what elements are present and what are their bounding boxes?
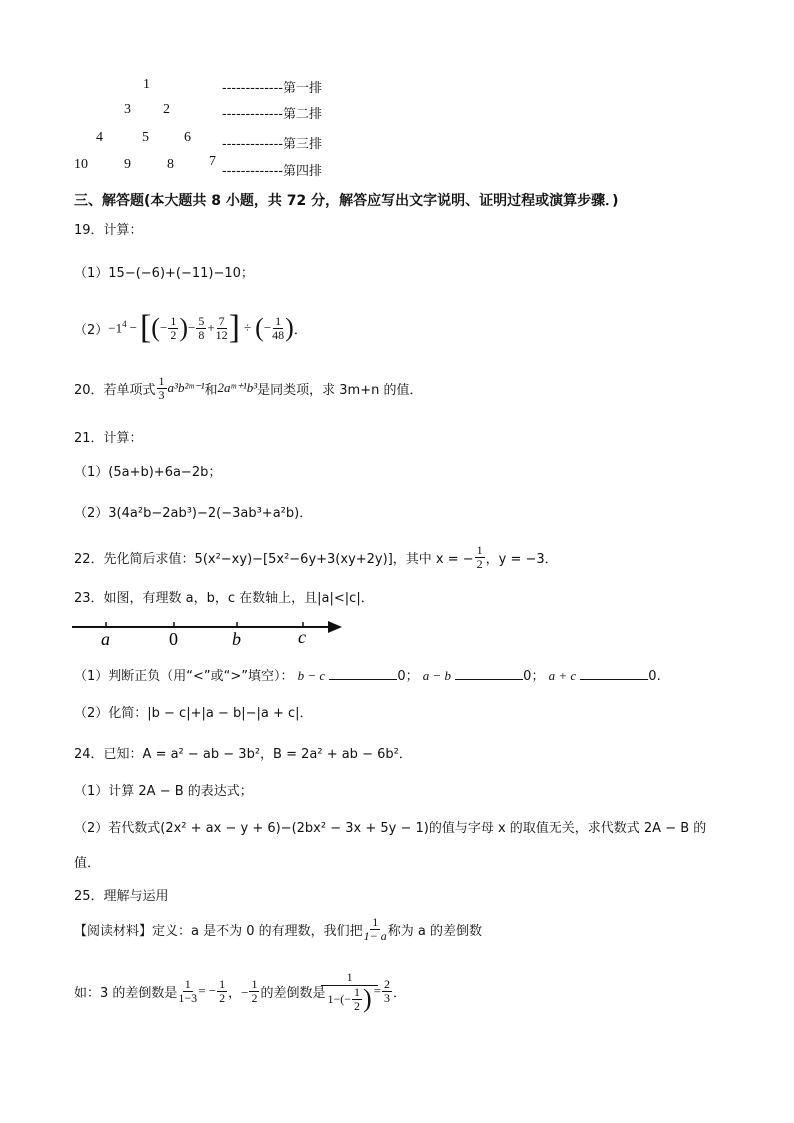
frac-1-2: $\frac{1}{2}$ (170, 313, 177, 342)
tri-num: 8 (167, 157, 174, 172)
answer-blank-3[interactable] (580, 669, 648, 680)
expr-b-minus-c: b − c (297, 668, 326, 683)
q20-suffix: 是同类项，求 3m+n 的值． (257, 382, 423, 398)
q21-part1: （1）(5a+b)+6a−2b； (74, 465, 222, 480)
q19-part1: （1）15−(−6)+(−11)−10； (74, 266, 254, 281)
paren-close: ) (285, 313, 294, 342)
tri-num: 5 (142, 130, 149, 145)
q23-p1-intro: （1）判断正负（用“<”或“>”填空）： (74, 669, 294, 684)
bracket-close: ] (228, 309, 240, 346)
axis-label: 0 (169, 629, 178, 649)
eq-minus: = − (198, 983, 217, 998)
row-label-3: -------------第三排 (222, 137, 322, 152)
tri-num: 9 (124, 157, 131, 172)
row-label-4: -------------第四排 (222, 164, 322, 179)
q24-part2-tail: 值． (74, 856, 101, 871)
period: ． (393, 985, 407, 1001)
number-line (70, 615, 350, 649)
axis-label: c (298, 627, 306, 647)
tri-num: 3 (124, 102, 131, 117)
bracket-open: [ (139, 309, 152, 346)
nested-num: 1 (321, 970, 377, 986)
q20 (74, 368, 422, 408)
divide: ÷ (244, 320, 252, 335)
frac-1-2: $\frac{1}{2}$ (251, 976, 258, 1005)
paren-close: ) (179, 313, 188, 342)
def-prefix: 【阅读材料】定义：a 是不为 0 的有理数，我们把 (74, 923, 363, 939)
row-label-1: -------------第一排 (222, 81, 322, 96)
def-suffix: 称为 a 的差倒数 (387, 923, 482, 939)
monomial-2: 2aᵐ⁺¹b³ (217, 380, 258, 395)
tri-num: 4 (96, 130, 103, 145)
q24-stem: 24．已知：A = a² − ab − 3b²，B = 2a² + ab − 6b²． (74, 747, 412, 762)
frac-1-48: $\frac{1}{48}$ (272, 313, 285, 342)
q22 (74, 537, 558, 577)
zero: 0 (648, 669, 657, 684)
ex-prefix: 如：3 的差倒数是 (74, 985, 178, 1001)
tri-num: 2 (163, 102, 170, 117)
eq: = (373, 983, 382, 998)
frac-1-2: $\frac{1}{2}$ (354, 984, 360, 1013)
frac-7-12: $\frac{7}{12}$ (215, 313, 228, 342)
frac-1-over-1-minus-a: $\frac{1}{1- a}$ (363, 914, 387, 943)
tri-num: 6 (184, 130, 191, 145)
q23-stem: 23．如图，有理数 a，b，c 在数轴上，且|a|<|c|． (74, 591, 374, 606)
paren-open: ( (255, 313, 264, 342)
q21-stem: 21．计算： (74, 431, 143, 446)
answer-blank-2[interactable] (455, 669, 523, 680)
frac-5-8: $\frac{5}{8}$ (198, 313, 205, 342)
q19-power: $-1^4$ (108, 319, 127, 336)
q21-part2: （2）3(4a²b−2ab³)−2(−3ab³+a²b)． (74, 506, 313, 521)
monomial-1: a³b²ᵐ⁻¹ (167, 380, 205, 395)
minus: − (129, 320, 137, 335)
q19-part2: （2） $-1^4$ − [ ( − $\frac{1}{2}$ ) − $\frac{5}{8}$ + $\frac{7}{12}$ ] ÷ ( − $\frac{1}{48}$ ) ． (74, 309, 307, 346)
q24-part1: （1）计算 2A − B 的表达式； (74, 784, 253, 799)
expr-a-minus-b: a − b (422, 668, 452, 683)
nested-den: 1−(− $\frac{1}{2}$ ) (327, 984, 372, 1013)
q25-example (74, 960, 406, 1022)
answer-blank-1[interactable] (329, 669, 397, 680)
section-heading: 三、解答题(本大题共 8 小题，共 72 分，解答应写出文字说明、证明过程或演算步骤．) (74, 193, 619, 209)
q22-tail: ，y = −3． (485, 551, 558, 567)
q20-and: 和 (204, 382, 218, 398)
tri-num: 10 (74, 157, 88, 172)
tri-num: 1 (143, 77, 150, 92)
axis-label: a (101, 629, 110, 649)
row-label-2: -------------第二排 (222, 107, 322, 122)
axis-arrow-icon (328, 621, 342, 633)
q20-prefix: 20．若单项式 (74, 382, 156, 398)
q22-text: 22．先化简后求值：5(x²−xy)−[5x²−6y+3(xy+2y)]，其中 x = − (74, 551, 474, 567)
q19-stem: 19．计算： (74, 223, 143, 238)
paren-open: ( (151, 313, 160, 342)
tri-num: 7 (209, 154, 216, 169)
nested-fraction (327, 970, 371, 1012)
expr-a-plus-c: a + c (548, 668, 577, 683)
ex-mid2: 的差倒数是 (260, 985, 326, 1001)
zero: 0 (397, 669, 406, 684)
frac-1-2: $\frac{1}{2}$ (476, 542, 483, 571)
q23-part2: （2）化简：|b − c|+|a − b|−|a + c|． (74, 706, 313, 721)
q23-part1: （1）判断正负（用“<”或“>”填空）： b − c 0； a − b 0； a + c 0. (74, 668, 661, 684)
q24-part2: （2）若代数式(2x² + ax − y + 6)−(2bx² − 3x + 5y − 1)的值与字母 x 的取值无关，求代数式 2A − B 的 (74, 821, 707, 836)
zero: 0 (523, 669, 532, 684)
frac-1-2: $\frac{1}{2}$ (219, 976, 226, 1005)
q25-definition (74, 909, 482, 949)
q25-stem: 25．理解与运用 (74, 889, 169, 904)
frac-1-over-1-minus-3: $\frac{1}{1-3}$ (178, 976, 198, 1005)
ex-mid: ，− (228, 984, 249, 1000)
frac-1-3: $\frac{1}{3}$ (158, 373, 165, 402)
axis-label: b (232, 629, 241, 649)
frac-2-3: $\frac{2}{3}$ (384, 976, 391, 1005)
q19-p2-label: （2） (74, 322, 109, 338)
